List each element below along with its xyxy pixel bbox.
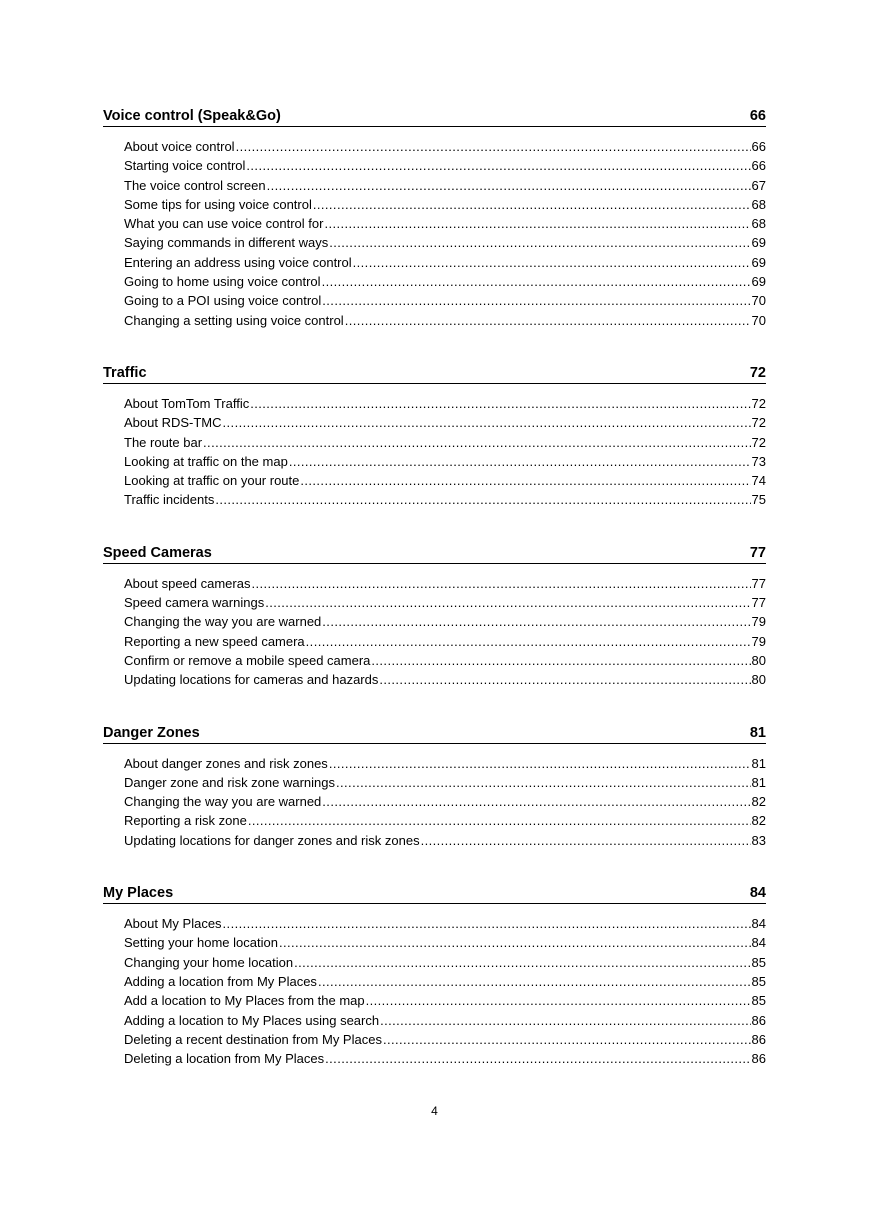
toc-entry-label: About voice control xyxy=(124,139,235,154)
dot-leader xyxy=(325,1049,750,1068)
toc-entry-page-number: 83 xyxy=(751,832,766,848)
section-title: Traffic xyxy=(103,364,147,381)
toc-entry-label: Some tips for using voice control xyxy=(124,196,312,212)
dot-leader xyxy=(300,471,750,490)
toc-entry-page-number: 66 xyxy=(751,139,766,154)
dot-leader xyxy=(345,311,751,330)
toc-entry[interactable] xyxy=(124,574,766,593)
toc-entry-page-number: 80 xyxy=(751,672,766,688)
toc-entry[interactable] xyxy=(124,612,766,631)
toc-entry[interactable] xyxy=(124,471,766,490)
dot-leader xyxy=(329,754,751,773)
toc-entry[interactable] xyxy=(124,831,766,850)
toc-entry[interactable] xyxy=(124,311,766,330)
toc-entry[interactable] xyxy=(124,1049,766,1068)
toc-entry-label: About My Places xyxy=(124,916,222,932)
page-number: 4 xyxy=(431,1104,438,1118)
toc-entry[interactable] xyxy=(124,651,766,670)
toc-entry-page-number: 72 xyxy=(751,434,766,450)
toc-entry-label: Reporting a new speed camera xyxy=(124,633,305,649)
toc-entry[interactable] xyxy=(124,1030,766,1049)
toc-entry-page-number: 79 xyxy=(751,633,766,649)
dot-leader xyxy=(203,433,750,452)
toc-entry[interactable] xyxy=(124,137,766,156)
toc-entry[interactable] xyxy=(124,914,766,933)
section-heading[interactable] xyxy=(103,721,766,744)
toc-entry-list xyxy=(103,754,766,850)
dot-leader xyxy=(379,670,750,689)
toc-entry-page-number: 66 xyxy=(751,158,766,174)
toc-entry-label: Going to home using voice control xyxy=(124,274,321,290)
toc-entry[interactable] xyxy=(124,991,766,1010)
dot-leader xyxy=(248,811,751,830)
toc-entry-label: The voice control screen xyxy=(124,177,266,193)
toc-entry[interactable] xyxy=(124,272,766,291)
section-title: Voice control (Speak&Go) xyxy=(103,108,281,124)
toc-entry-page-number: 86 xyxy=(751,1031,766,1047)
toc-entry[interactable] xyxy=(124,253,766,272)
toc-entry-label: Entering an address using voice control xyxy=(124,254,352,270)
toc-entry-list xyxy=(103,574,766,690)
toc-entry-page-number: 72 xyxy=(751,415,766,431)
toc-entry[interactable] xyxy=(124,233,766,252)
toc-entry-label: Looking at traffic on the map xyxy=(124,453,288,469)
toc-entry-label: Setting your home location xyxy=(124,935,278,951)
toc-entry-page-number: 68 xyxy=(751,216,766,232)
toc-entry[interactable] xyxy=(124,670,766,689)
dot-leader xyxy=(380,1011,750,1030)
toc-entry-label: Updating locations for cameras and hazards xyxy=(124,672,379,688)
toc-entry[interactable] xyxy=(124,176,766,195)
toc-entry-page-number: 85 xyxy=(751,993,766,1009)
table-of-contents xyxy=(103,104,766,1099)
toc-entry-page-number: 84 xyxy=(751,916,766,932)
section-heading[interactable] xyxy=(103,541,766,564)
toc-entry-page-number: 84 xyxy=(751,935,766,951)
toc-entry-label: What you can use voice control for xyxy=(124,216,324,232)
toc-entry[interactable] xyxy=(124,195,766,214)
dot-leader xyxy=(322,291,750,310)
toc-entry-page-number: 82 xyxy=(751,794,766,810)
dot-leader xyxy=(322,272,751,291)
toc-entry-label: About danger zones and risk zones xyxy=(124,755,328,771)
toc-entry-page-number: 75 xyxy=(751,492,766,508)
toc-entry[interactable] xyxy=(124,632,766,651)
dot-leader xyxy=(313,195,751,214)
section-page-number: 72 xyxy=(749,364,766,381)
toc-entry[interactable] xyxy=(124,156,766,175)
dot-leader xyxy=(223,914,751,933)
toc-entry[interactable] xyxy=(124,394,766,413)
toc-entry-page-number: 77 xyxy=(751,575,766,591)
toc-entry[interactable] xyxy=(124,490,766,509)
toc-entry-label: Speed camera warnings xyxy=(124,595,265,611)
toc-entry-list xyxy=(103,137,766,330)
dot-leader xyxy=(366,991,751,1010)
toc-entry[interactable] xyxy=(124,792,766,811)
toc-entry-label: Traffic incidents xyxy=(124,492,215,508)
section-heading[interactable] xyxy=(103,361,766,384)
toc-entry[interactable] xyxy=(124,433,766,452)
toc-entry-label: Deleting a recent destination from My Places xyxy=(124,1031,382,1047)
section-title: My Places xyxy=(103,885,174,902)
toc-entry-page-number: 77 xyxy=(751,595,766,611)
toc-entry-label: Adding a location from My Places xyxy=(124,973,317,989)
toc-entry-page-number: 69 xyxy=(751,235,766,251)
toc-entry-label: Changing a setting using voice control xyxy=(124,312,344,328)
toc-entry-page-number: 81 xyxy=(751,774,766,790)
toc-entry-list xyxy=(103,394,766,510)
toc-entry-page-number: 74 xyxy=(751,473,766,489)
section-page-number: 77 xyxy=(749,544,766,561)
toc-entry-page-number: 69 xyxy=(751,274,766,290)
toc-entry-page-number: 80 xyxy=(751,652,766,668)
toc-entry-page-number: 86 xyxy=(751,1051,766,1067)
toc-entry-label: Changing the way you are warned xyxy=(124,794,322,810)
toc-entry-label: Going to a POI using voice control xyxy=(124,293,322,309)
toc-entry-label: Updating locations for danger zones and risk zones xyxy=(124,832,420,848)
toc-entry-page-number: 79 xyxy=(751,614,766,630)
toc-entry[interactable] xyxy=(124,773,766,792)
toc-entry-label: Add a location to My Places from the map xyxy=(124,993,365,1009)
toc-entry-page-number: 85 xyxy=(751,973,766,989)
toc-entry-page-number: 67 xyxy=(751,177,766,193)
toc-entry-label: Deleting a location from My Places xyxy=(124,1051,325,1067)
toc-entry-label: Looking at traffic on your route xyxy=(124,473,300,489)
toc-entry-label: About TomTom Traffic xyxy=(124,395,250,411)
toc-entry-label: Saying commands in different ways xyxy=(124,235,329,251)
toc-entry-page-number: 70 xyxy=(751,312,766,328)
dot-leader xyxy=(246,156,750,175)
toc-section xyxy=(103,721,766,850)
toc-entry-label: Adding a location to My Places using search xyxy=(124,1012,380,1028)
toc-entry[interactable] xyxy=(124,593,766,612)
toc-entry-label: Reporting a risk zone xyxy=(124,813,247,829)
dot-leader xyxy=(371,651,750,670)
toc-entry-label: Starting voice control xyxy=(124,158,246,174)
toc-section xyxy=(103,541,766,690)
section-heading[interactable] xyxy=(103,881,766,904)
toc-entry[interactable] xyxy=(124,1011,766,1030)
toc-entry-page-number: 70 xyxy=(751,293,766,309)
toc-entry[interactable] xyxy=(124,811,766,830)
toc-entry-page-number: 86 xyxy=(751,1012,766,1028)
toc-entry-page-number: 68 xyxy=(751,196,766,212)
toc-entry-page-number: 69 xyxy=(751,254,766,270)
toc-entry-page-number: 82 xyxy=(751,813,766,829)
dot-leader xyxy=(336,773,751,792)
toc-entry-label: Changing your home location xyxy=(124,954,294,970)
dot-leader xyxy=(294,953,750,972)
dot-leader xyxy=(236,137,751,156)
dot-leader xyxy=(267,176,751,195)
dot-leader xyxy=(324,214,750,233)
toc-entry-page-number: 73 xyxy=(751,453,766,469)
toc-entry[interactable] xyxy=(124,452,766,471)
dot-leader xyxy=(289,452,751,471)
dot-leader xyxy=(329,233,750,252)
section-title: Speed Cameras xyxy=(103,544,212,561)
toc-entry-label: About speed cameras xyxy=(124,575,251,591)
toc-entry[interactable] xyxy=(124,933,766,952)
dot-leader xyxy=(251,574,750,593)
toc-entry-label: Confirm or remove a mobile speed camera xyxy=(124,652,371,668)
dot-leader xyxy=(421,831,751,850)
dot-leader xyxy=(353,253,751,272)
toc-entry-list xyxy=(103,914,766,1068)
dot-leader xyxy=(215,490,750,509)
toc-entry[interactable] xyxy=(124,972,766,991)
section-title: Danger Zones xyxy=(103,724,200,741)
toc-entry[interactable] xyxy=(124,413,766,432)
dot-leader xyxy=(250,394,750,413)
section-page-number: 81 xyxy=(749,724,766,741)
dot-leader xyxy=(223,413,751,432)
dot-leader xyxy=(318,972,751,991)
toc-entry[interactable] xyxy=(124,953,766,972)
toc-entry-label: Danger zone and risk zone warnings xyxy=(124,774,336,790)
toc-section xyxy=(103,104,766,330)
dot-leader xyxy=(383,1030,751,1049)
toc-entry[interactable] xyxy=(124,754,766,773)
section-page-number: 84 xyxy=(749,885,766,902)
dot-leader xyxy=(322,612,750,631)
toc-entry-page-number: 81 xyxy=(751,755,766,771)
section-heading[interactable] xyxy=(103,104,766,127)
dot-leader xyxy=(322,792,750,811)
toc-entry-label: Changing the way you are warned xyxy=(124,614,322,630)
toc-entry-label: The route bar xyxy=(124,434,203,450)
dot-leader xyxy=(265,593,750,612)
toc-entry-label: About RDS-TMC xyxy=(124,415,222,431)
toc-entry[interactable] xyxy=(124,214,766,233)
toc-entry-page-number: 85 xyxy=(751,954,766,970)
dot-leader xyxy=(279,933,751,952)
section-page-number: 66 xyxy=(749,108,766,124)
dot-leader xyxy=(306,632,751,651)
toc-section xyxy=(103,881,766,1068)
toc-section xyxy=(103,361,766,510)
toc-entry-page-number: 72 xyxy=(751,395,766,411)
toc-entry[interactable] xyxy=(124,291,766,310)
